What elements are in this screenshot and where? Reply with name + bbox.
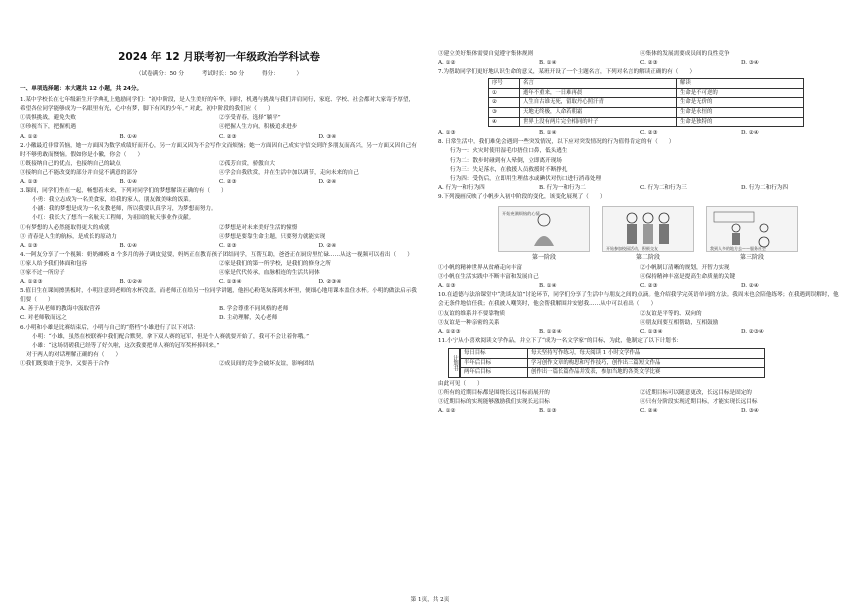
- answer-choice: A. ①②③: [438, 328, 461, 335]
- statement-options: [438, 310, 842, 328]
- answer-choice: D. ②④: [318, 179, 337, 186]
- question-5: [20, 287, 418, 323]
- answer-choice: C. ②③: [640, 130, 658, 137]
- statement: ③ 青春是人生的航标，是成长的原动力: [20, 233, 117, 240]
- table-header: 解读: [677, 79, 804, 89]
- statement-options: [438, 389, 842, 407]
- table-cell: 创作出一篇长篇作品并发表，参加当地的各类文学比赛: [528, 368, 765, 378]
- question-stem: 8. 日常生活中，我们难免会遇到一些突发情况，以下应对突发情况的行为值得肯定的有（ ）: [438, 139, 675, 146]
- answer-choice: B. 学会尊重不同风格的老师: [219, 306, 289, 313]
- statement: ③友谊是一种亲密的关系: [438, 319, 500, 326]
- statement: ③小帆在生活实践中不断丰富和发展自己: [438, 274, 539, 281]
- question-stem: 9.下列漫画反映了小帆步入初中阶段的变化，该变化展现了（ ）: [438, 193, 606, 200]
- question-stem: 3.课间，同学们坐在一起，畅想着未来，下列对同学们的梦想解读正确的有（ ）: [20, 188, 227, 195]
- question-stem: 4.一阿友分享了一个视频：奶奶瘫痪 8 个多月的孙子调皮觉要，妈妈正在教育孩子团结同学，互帮互助，爸爸正在厨房里忙碌……从这一视频可以看出（ ）: [20, 251, 413, 258]
- answer-choices: [20, 278, 418, 287]
- table-cell: 生命是不可逆的: [677, 88, 804, 98]
- statement: ②梦想是对未来美好生活的憧憬: [219, 224, 298, 231]
- behavior-line: 行为一：火灾时使用湿毛巾捂住口鼻，低头逃生: [450, 148, 568, 155]
- statement-options: [20, 114, 418, 132]
- section-heading: 一、单项选择题：本大题共 12 小题，共 24分。: [20, 86, 143, 93]
- answer-choice: D. ③④: [318, 133, 337, 140]
- statement: ③接纳自己不能改变的部分并自觉不满意的部分: [20, 169, 138, 176]
- exam-title: 2024 年 12 月联考初一年级政治学科试卷: [118, 51, 320, 63]
- answer-choice: C. ①③④: [219, 279, 242, 286]
- answer-choice: C. ②④: [640, 408, 658, 414]
- answer-choice: A. ①②: [20, 133, 38, 140]
- statement: ④梦想是要靠生命主题，只要努力就能实现: [219, 233, 326, 240]
- statement: ④保持精神丰富是提高生命质量的关键: [640, 274, 736, 281]
- exam-meta: （试卷满分：50 分 考试时长：50 分 得分： ）: [135, 71, 303, 77]
- statement: ④家是代代传承，血脉相连的生活共同体: [219, 269, 320, 276]
- answer-choice: A. 行为一和行为四: [438, 184, 485, 191]
- statement: ③建立美好集体需要自觉遵守集体规则: [438, 51, 534, 57]
- statement-options: [438, 264, 842, 282]
- answer-choice: A. 善于从老师的教诲中汲取营养: [20, 306, 101, 313]
- question-1: [20, 96, 418, 141]
- answer-choice: D. ②③④: [741, 328, 764, 335]
- table-cell: 每日目标: [461, 348, 528, 358]
- panel-text: 开始充满烦恼的心情: [502, 211, 540, 216]
- answer-choice: D. 行为二和行为四: [741, 184, 788, 191]
- question-prompt: 对于两人的对话理解正确的有（ ）: [26, 351, 122, 358]
- table-cell: 生命是独特的: [677, 117, 804, 127]
- answer-choice: B. ①④: [539, 283, 557, 290]
- table-row: [489, 108, 804, 118]
- answer-choices: [20, 133, 418, 142]
- comic-panel: [706, 206, 798, 262]
- comic-panel: [498, 206, 590, 262]
- panel-caption: 第三阶段: [739, 254, 764, 261]
- table-cell: 生命是永恒的: [677, 108, 804, 118]
- table-cell: 学习创作文章的构思和写作技巧，创作出三篇短文作品: [528, 358, 765, 368]
- question-stem: 2.小徽最近非常苦恼，她一方面因为数学成绩好而开心，另一方面又因为不会写作文而烦恼；她一方面因自己成实守信交到许多朋友而高兴，另一方面又因自己有时不够勇敢而懊恼。假如你是小徽，你会（ ）: [20, 142, 417, 158]
- statement: ①所有的近期目标都是围绕长远目标而展开的: [438, 389, 550, 396]
- statement-options: [20, 260, 418, 278]
- answer-choice: C. 行为二和行为三: [640, 184, 687, 191]
- statement: ②小帆制订清晰的规划，开智力实现: [640, 265, 730, 272]
- answer-choice: C. ②③: [640, 60, 658, 67]
- answer-choices: [438, 407, 842, 416]
- statement-options: [20, 360, 418, 369]
- comic-panel: [602, 206, 694, 262]
- answer-choice: B. ①④: [119, 242, 138, 249]
- dialog-line: 小涵：我的梦想是成为一名支教老师，所以我要认真学习，为梦想而努力。: [32, 206, 217, 213]
- statement: ①小帆的精神世界从贫瘠走向丰富: [438, 265, 522, 272]
- answer-choice: D. ③④: [741, 408, 759, 414]
- statement: ③近期目标的实现能够激励我们实现长远目标: [438, 398, 550, 405]
- answer-choice: A. ①②: [438, 60, 456, 67]
- answer-choice: D. ②④: [741, 130, 759, 137]
- table-cell: ①: [489, 88, 520, 98]
- statement: ①有梦想的人必然能取得更大的成就: [20, 224, 110, 231]
- statement: ④学会自我欣赏，并在生活中加以调节，走向未来的自己: [219, 169, 359, 176]
- panel-caption: 第一阶段: [531, 254, 556, 261]
- plan-table: [448, 348, 842, 378]
- question-2: [20, 142, 418, 187]
- table-header-row: [489, 79, 804, 89]
- plan-label: 计划书: [448, 348, 460, 378]
- page-footer: 第 1页，共 2页: [410, 597, 450, 603]
- statement: ④朋友间要互相帮助，互相鼓励: [640, 319, 719, 326]
- table-cell: 半年后目标: [461, 358, 528, 368]
- statement: ①家人给予我们体面和包容: [20, 260, 88, 267]
- table-row: [489, 88, 804, 98]
- statement: ②近期目标可以随意更改，长远目标是固定的: [640, 389, 752, 396]
- answer-choices: [20, 305, 418, 323]
- answer-choices: [438, 184, 842, 193]
- table-row: [461, 348, 765, 358]
- answer-choice: B. ①②④: [539, 328, 562, 335]
- statement: ①我们既要敢于竞争，又要善于合作: [20, 360, 110, 367]
- dialog-line: 小明：“小雄，虽然在校联赛中我们配合默契，拿下双人赛的冠军，但是个人赛就要开始了，我可不会让着你哦。”: [32, 333, 310, 340]
- answer-choice: A. ①③: [20, 179, 38, 186]
- question-stem: 6.小明和小雄是比赛结束后，小明与自己的“搭档”小雄进行了以下对话：: [20, 324, 199, 331]
- table-cell: 逝年不重来，一日难再晨: [520, 88, 677, 98]
- panel-caption: 第二阶段: [635, 254, 660, 261]
- table-cell: 天地无终极，人命若朝霜: [520, 108, 677, 118]
- answer-choice: A. ①②: [438, 408, 456, 414]
- answer-choice: D. 主动理解，关心老师: [219, 315, 278, 322]
- left-column: [20, 0, 418, 596]
- table-row: [489, 98, 804, 108]
- statement: ②孤芳自赏，骄傲自大: [219, 160, 275, 167]
- question-11: [438, 337, 842, 416]
- statement: ②享受青春，选择“躺平”: [219, 115, 281, 122]
- statement: ①友谊的维系并不要靠物质: [438, 310, 506, 317]
- answer-choice: C. ①③④: [640, 328, 663, 335]
- answer-choice: B. 行为一和行为二: [539, 184, 586, 191]
- comic-strip: [498, 206, 798, 262]
- friends-illustration: [602, 206, 694, 252]
- table-cell: 人生自古谁无死，留取丹心照汗青: [520, 98, 677, 108]
- answer-choice: C. ②③: [219, 179, 237, 186]
- table-cell: ③: [489, 108, 520, 118]
- table-cell: 生命是无价的: [677, 98, 804, 108]
- question-stem: 5.值日生在课间擦黑板时，小明注意到老师的水杯没盖，而老师正在给另一位同学讲题，他担心粉笔灰落到水杯里，便细心地用课本盖住水杯。小明的做法启示我们要（ ）: [20, 288, 417, 304]
- behavior-line: 行为二：散步时碰到有人晕倒，立即离开现场: [450, 157, 562, 164]
- right-column: [438, 0, 842, 596]
- answer-choice: B. ①③: [539, 408, 557, 414]
- plan-rows: [460, 348, 765, 378]
- question-4: [20, 251, 418, 287]
- answer-choices: [20, 242, 418, 251]
- behavior-line: 行为四：受伤后，立即用生理盐水或碘伏对伤口进行消毒处理: [450, 175, 602, 182]
- question-9: [438, 193, 842, 291]
- table-header: 序号: [489, 79, 520, 89]
- table-cell: ②: [489, 98, 520, 108]
- table-cell: 世界上没有两片完全相同的叶子: [520, 117, 677, 127]
- question-stem: 11.小宁从小喜欢阅读文学作品，并立下了“成为一名文学家”的目标，为此，他制定了以下计划书：: [438, 337, 682, 344]
- table-cell: ④: [489, 117, 520, 127]
- statement: ②成员间的竞争会破坏友谊，影响团结: [219, 360, 315, 367]
- table-row: [489, 117, 804, 127]
- statement-options: [438, 50, 842, 59]
- answer-choice: B. ①④: [119, 179, 138, 186]
- quote-table: [488, 78, 804, 127]
- statement: ②家是我们的第一所学校，是我们的修身之所: [219, 260, 331, 267]
- statement-options: [20, 160, 418, 178]
- statement: ①畏惧挑战，避免失败: [20, 115, 76, 122]
- question-10: [438, 291, 842, 336]
- table-cell: 两年后目标: [461, 368, 528, 378]
- statement: ④集体的发展需要成员间的良性竞争: [640, 51, 730, 57]
- question-prompt: 由此可见（ ）: [438, 380, 483, 387]
- table-row: [461, 358, 765, 368]
- answer-choice: B. ①②④: [119, 279, 143, 286]
- answer-choice: C. ②③: [219, 133, 237, 140]
- answer-choice: A. ①③: [20, 242, 38, 249]
- dialog-line: 小雄：“这场切磋我已经等了好久啦，这次我要把单人赛的冠军奖杯捧回来。”: [32, 342, 220, 349]
- answer-choice: B. ①④: [539, 130, 557, 137]
- question-8: [438, 138, 842, 193]
- statement: ④只有分阶段实现近期目标，才能实现长远目标: [640, 398, 758, 405]
- table-cell: 每天坚持写作练习，每天阅读 1 小时文学作品: [528, 348, 765, 358]
- statement-options: [20, 224, 418, 242]
- table-header: 名言: [520, 79, 677, 89]
- panel-text: 我到人多的地方去——服务社会: [710, 246, 766, 251]
- behavior-line: 行为三：失足落水，在救援人员救援时不断挣扎: [450, 166, 568, 173]
- statement: ①既接纳自己的优点，也接纳自己的缺点: [20, 160, 121, 167]
- answer-choice: D. ②③④: [318, 279, 342, 286]
- dialog-line: 小勇：我立志成为一名美食家，给我的家人，朋友做美味的饭菜。: [32, 197, 195, 204]
- statement: ③家不过一所房子: [20, 269, 65, 276]
- statement: ④把握人生方向，积极追求进步: [219, 124, 298, 131]
- panel-text: 开始参加校园活动，积极交友: [606, 246, 658, 251]
- answer-choice: A. ①③: [438, 283, 456, 290]
- question-stem: 7.为帮助同学们更好地认识生命的意义，某班开设了一个主题名言，下列对名言的解读正确的有（ ）: [438, 69, 696, 76]
- answer-choices: [438, 129, 842, 138]
- question-stem: 1.某中学校长在七年级新生开学典礼上勉励同学们：“初中阶段，是人生美好的年华，同时，机遇与挑战与我们并肩同行，家庭、学校、社会都对大家寄予厚望，希望各位同学能够成为一名眼里有光，心中有梦，脚下有风的少年。” 对此，初中阶段的我们应（ ）: [20, 97, 415, 113]
- answer-choice: D. ②④: [741, 283, 759, 290]
- answer-choice: B. ①④: [119, 133, 138, 140]
- statement: ③珍视当下，把握机遇: [20, 124, 76, 131]
- question-6: [20, 324, 418, 369]
- statement: ②友谊是平等的、双向的: [640, 310, 702, 317]
- question-3: [20, 187, 418, 251]
- dialog-line: 小红：我长大了想当一名航天工程师，为祖国的航天事业作贡献。: [32, 215, 195, 222]
- answer-choice: C. ②③: [219, 242, 237, 249]
- sad-student-illustration: [498, 206, 590, 252]
- answer-choice: B. ①④: [539, 60, 557, 67]
- answer-choices: [438, 282, 842, 291]
- answer-choice: D. ③④: [741, 60, 759, 67]
- answer-choice: C. 对老师敬而远之: [20, 315, 67, 322]
- answer-choice: A. ①③: [438, 130, 456, 137]
- answer-choices: [438, 59, 842, 68]
- table-row: [461, 368, 765, 378]
- question-stem: 10.在道德与法治课堂中“洗谈友谊”讨论环节，同学们分享了生活中与朋友之间的点滴。他介绍我学完英语单词的方法。我周末也会陪他练琴；在我遇到误解时，他会无条件地信任我；在我被人嘲笑时，他会帮我解围并安慰我……从中可以看出（ ）: [438, 292, 839, 308]
- answer-choice: A. ①②③: [20, 279, 43, 286]
- answer-choice: D. ②④: [318, 242, 337, 249]
- question-7: [438, 68, 842, 138]
- answer-choice: C. ②③: [640, 283, 658, 290]
- answer-choices: [20, 178, 418, 187]
- question-6-continued: [438, 50, 842, 68]
- volunteer-illustration: [706, 206, 798, 252]
- answer-choices: [438, 328, 842, 337]
